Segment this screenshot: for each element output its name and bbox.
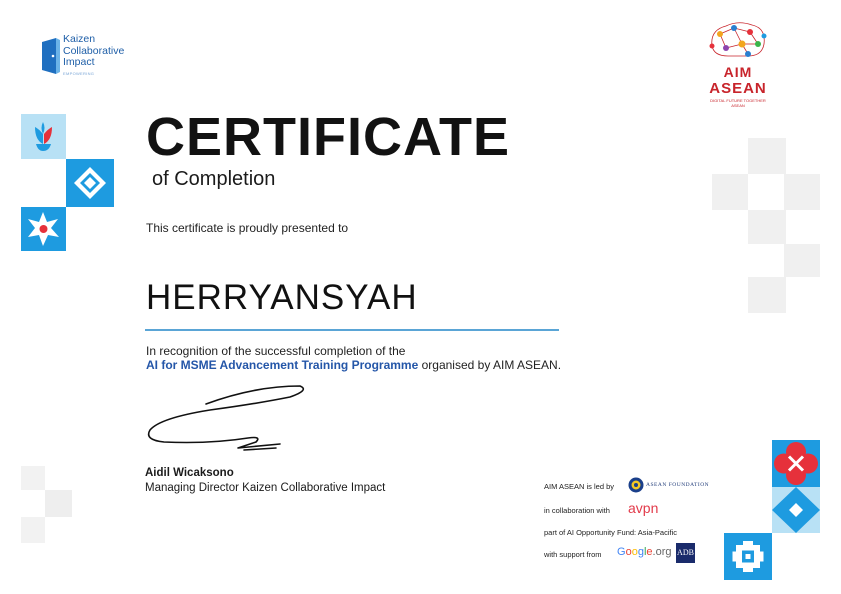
- grey-tile: [748, 138, 786, 174]
- support-label: with support from: [544, 550, 602, 559]
- certificate-subtitle: of Completion: [152, 168, 276, 190]
- grey-tile: [21, 517, 45, 543]
- tile-blue-gear: [724, 533, 772, 580]
- led-by-label: AIM ASEAN is led by: [544, 482, 615, 491]
- fund-text: part of AI Opportunity Fund: Asia-Pacific: [544, 528, 677, 537]
- tile-light-blue: [21, 114, 66, 159]
- tile-blue-x: [772, 440, 820, 487]
- grey-tile: [21, 466, 45, 490]
- kaizen-line-2: Collaborative: [63, 44, 125, 57]
- recognition-line-1: In recognition of the successful completion of the: [146, 344, 406, 358]
- asean-foundation-icon: [628, 477, 644, 493]
- asean-text: ASEAN: [709, 80, 767, 97]
- door-icon: [40, 36, 60, 76]
- diamond-icon: [772, 487, 820, 533]
- collab-label: in collaboration with: [544, 506, 610, 515]
- signatory-name: Aidil Wicaksono: [145, 467, 234, 479]
- aim-text: AIM: [723, 64, 753, 80]
- presented-to-text: This certificate is proudly presented to: [146, 221, 349, 235]
- kaizen-tagline: EMPOWERING: [63, 71, 95, 76]
- name-underline: [145, 329, 559, 331]
- tile-light-diamond: [772, 487, 820, 533]
- grey-tile: [784, 174, 820, 210]
- adb-logo: ADB: [676, 543, 695, 563]
- grey-tile: [45, 490, 72, 517]
- network-brain-icon: [700, 16, 776, 64]
- google-org-logo: Google.org: [617, 546, 672, 558]
- grey-tile: [784, 244, 820, 277]
- grey-tile: [748, 210, 786, 244]
- programme-name: AI for MSME Advancement Training Programme: [146, 358, 419, 372]
- asean-foundation-name: ASEAN FOUNDATION: [646, 482, 710, 488]
- aim-tagline: DIGITAL FUTURE TOGETHER ASEAN: [710, 98, 766, 108]
- recipient-name: HERRYANSYAH: [146, 278, 418, 317]
- avpn-logo: avpn: [628, 500, 659, 516]
- signatory-title: Managing Director Kaizen Collaborative Impact: [145, 482, 386, 494]
- kaizen-logo: [40, 34, 140, 78]
- tile-blue-star: [21, 207, 66, 251]
- kaizen-line-1: Kaizen: [63, 33, 96, 45]
- recognition-line-2: [146, 358, 561, 372]
- gear-icon: [724, 533, 772, 580]
- organiser-text: organised by AIM ASEAN.: [418, 358, 562, 372]
- certificate-title: CERTIFICATE: [146, 107, 510, 167]
- leaf-icon: [21, 114, 66, 159]
- diamond-icon: [66, 159, 114, 207]
- grey-tile: [748, 277, 786, 313]
- grey-tile: [712, 174, 748, 210]
- tile-blue-diamond: [66, 159, 114, 207]
- flower-x-icon: [772, 440, 820, 487]
- kaizen-line-3: Impact: [63, 56, 95, 68]
- aim-asean-logo: [700, 16, 776, 106]
- signature: [140, 380, 310, 460]
- star-icon: [21, 207, 66, 251]
